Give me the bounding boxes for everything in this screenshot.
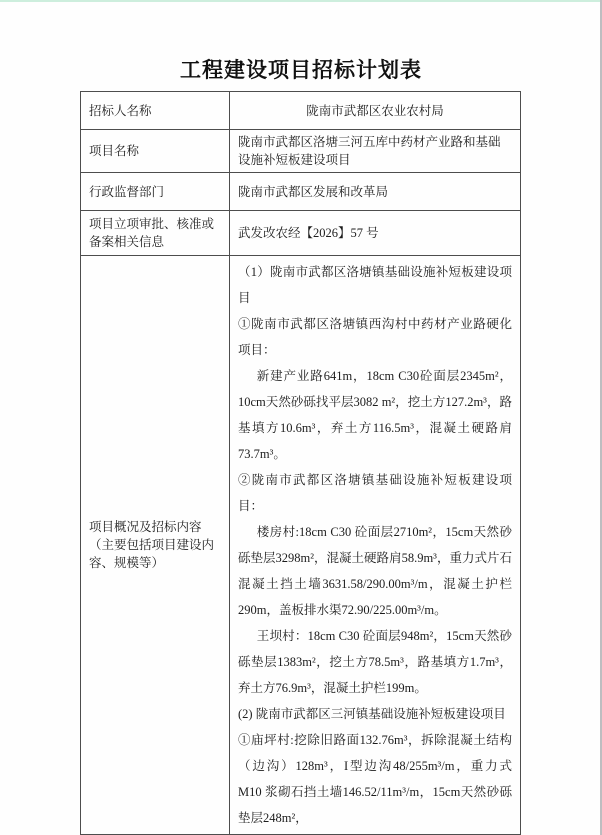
overview-paragraph: 王坝村：18cm C30 砼面层948m²，15cm天然砂砾垫层1383m²，挖土方78.5m³，路基填方1.7m³，弃土方76.9m³，混凝土护栏199m。 <box>238 629 512 695</box>
overview-paragraph: ①陇南市武都区洛塘镇西沟村中药材产业路硬化项目： <box>238 317 512 357</box>
document-title: 工程建设项目招标计划表 <box>180 59 422 82</box>
project-name-value: 陇南市武都区洛塘三河五库中药材产业路和基础设施补短板建设项目 <box>230 130 521 173</box>
table-row-project-overview <box>81 256 521 835</box>
project-overview-content <box>230 256 521 835</box>
scan-artifact-top-edge <box>0 0 602 2</box>
overview-paragraph: (2) 陇南市武都区三河镇基础设施补短板建设项目 <box>238 707 506 721</box>
table-row-supervising-department <box>81 173 521 211</box>
project-overview-label: 项目概况及招标内容（主要包括项目建设内容、规模等） <box>81 256 230 835</box>
table-row-bidder-name <box>81 92 521 130</box>
table-row-project-name <box>81 130 521 173</box>
approval-info-value: 武发改农经【2026】57 号 <box>230 211 521 256</box>
overview-paragraph: ②陇南市武都区洛塘镇基础设施补短板建设项目： <box>238 473 512 513</box>
supervising-department-label: 行政监督部门 <box>81 173 230 211</box>
bidder-name-value: 陇南市武都区农业农村局 <box>230 92 521 130</box>
overview-paragraph: 楼房村:18cm C30 砼面层2710m²，15cm天然砂砾垫层3298m²，混凝土硬路肩58.9m³，重力式片石混凝土挡土墙3631.58/290.00m³/m，混凝土护栏290m，盖板排水渠72.90/225.00m³/m。 <box>238 525 512 617</box>
table-row-approval-info <box>81 211 521 256</box>
overview-paragraph: （1）陇南市武都区洛塘镇基础设施补短板建设项目 <box>238 265 512 305</box>
bidding-plan-table <box>80 91 521 835</box>
approval-info-label: 项目立项审批、核准或备案相关信息 <box>81 211 230 256</box>
project-name-label: 项目名称 <box>81 130 230 173</box>
overview-paragraph: 新建产业路641m，18cm C30砼面层2345m²，10cm天然砂砾找平层3082 m²，挖土方127.2m³，路基填方10.6m³，弃土方116.5m³，混凝土硬路肩73.7m³。 <box>238 369 512 461</box>
overview-paragraph: ①庙坪村:挖除旧路面132.76m³，拆除混凝土结构（边沟）128m³，I型边沟48/255m³/m，重力式 M10 浆砌石挡土墙146.52/11m³/m，15cm天然砂砾垫层248m²， <box>238 733 512 825</box>
supervising-department-value: 陇南市武都区发展和改革局 <box>230 173 521 211</box>
bidder-name-label: 招标人名称 <box>81 92 230 130</box>
